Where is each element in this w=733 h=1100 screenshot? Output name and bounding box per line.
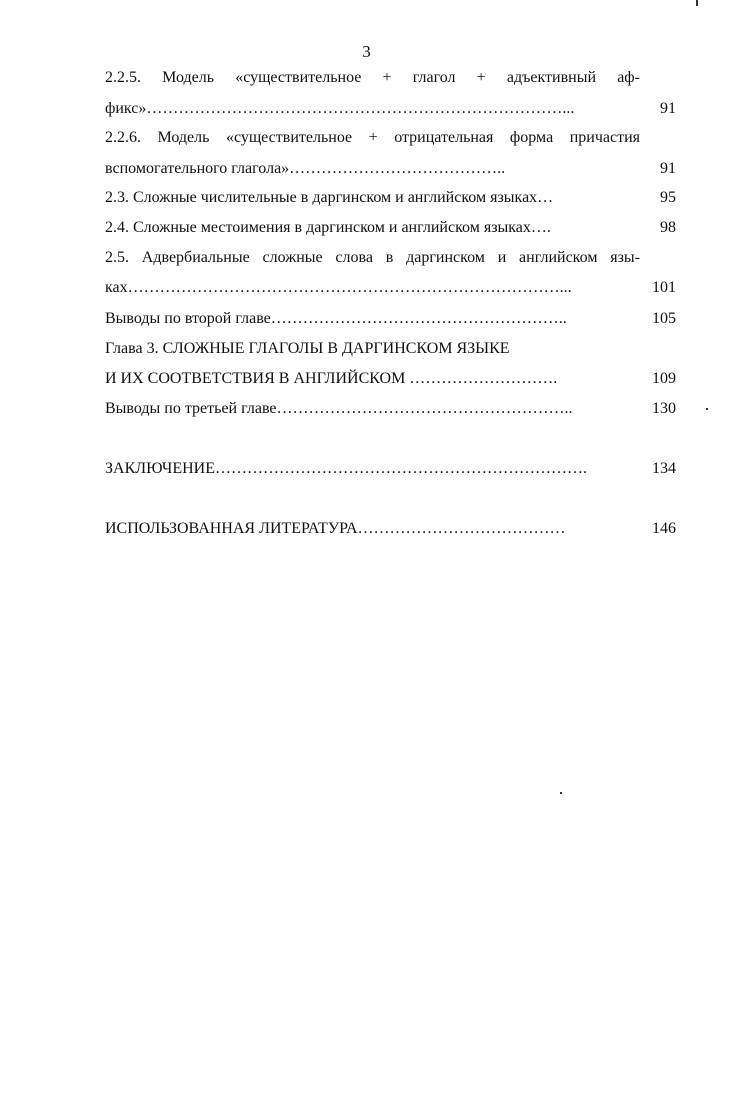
toc-entry-chapter-3-line-2: И ИХ СООТВЕТСТВИЯ В АНГЛИЙСКОМ ………………………. <box>105 370 558 387</box>
page-number: 3 <box>362 42 371 61</box>
toc-entry-2-2-5-page: 91 <box>660 100 676 117</box>
toc-entry-2-4-line-1: 2.4. Сложные местоимения в даргинском и английском языках…. <box>105 219 551 236</box>
toc-entry-2-2-6-line-2: вспомогательного глагола»………………………………….. <box>105 160 506 177</box>
toc-entry-chapter-3-page: 109 <box>652 370 676 387</box>
toc-entry-2-3-line-1: 2.3. Сложные числительные в даргинском и английском языках… <box>105 189 554 206</box>
toc-entry-references-page: 146 <box>652 520 676 537</box>
toc-entry-2-2-6-page: 91 <box>660 160 676 177</box>
toc-entry-2-5-line-2: ках………………………………………………………………………... <box>105 279 572 296</box>
toc-entry-conclusions-2-page: 105 <box>652 310 676 327</box>
toc-entry-2-2-5-line-2: фикс»……………………………………………………………………... <box>105 100 575 117</box>
toc-entry-conclusions-2-line-1: Выводы по второй главе……………………………………………….. <box>105 310 567 327</box>
toc-entry-conclusions-3-line-1: Выводы по третьей главе……………………………………………….. <box>105 400 573 417</box>
toc-entry-2-5-line-1: 2.5. Адвербиальные сложные слова в даргинском и английском язы- <box>105 249 640 266</box>
toc-entry-2-5-page: 101 <box>652 279 676 296</box>
toc-entry-conclusion-line-1: ЗАКЛЮЧЕНИЕ……………………………………………………………. <box>105 460 587 477</box>
toc-entry-2-3-page: 95 <box>660 189 676 206</box>
toc-entry-2-2-6-line-1: 2.2.6. Модель «существительное + отрицательная форма причастия <box>105 129 640 146</box>
toc-entry-conclusions-3-page: 130 <box>652 400 676 417</box>
scan-speck <box>696 0 698 6</box>
toc-entry-references-line-1: ИСПОЛЬЗОВАННАЯ ЛИТЕРАТУРА………………………………… <box>105 520 566 537</box>
toc-entry-conclusion-page: 134 <box>652 460 676 477</box>
toc-entry-2-2-5-line-1: 2.2.5. Модель «существительное + глагол + адъективный аф- <box>105 69 640 86</box>
toc-entry-2-4-page: 98 <box>660 219 676 236</box>
scan-speck <box>706 408 708 410</box>
toc-entry-chapter-3-line-1: Глава 3. СЛОЖНЫЕ ГЛАГОЛЫ В ДАРГИНСКОМ ЯЗЫКЕ <box>105 340 510 357</box>
scan-speck <box>560 792 562 794</box>
